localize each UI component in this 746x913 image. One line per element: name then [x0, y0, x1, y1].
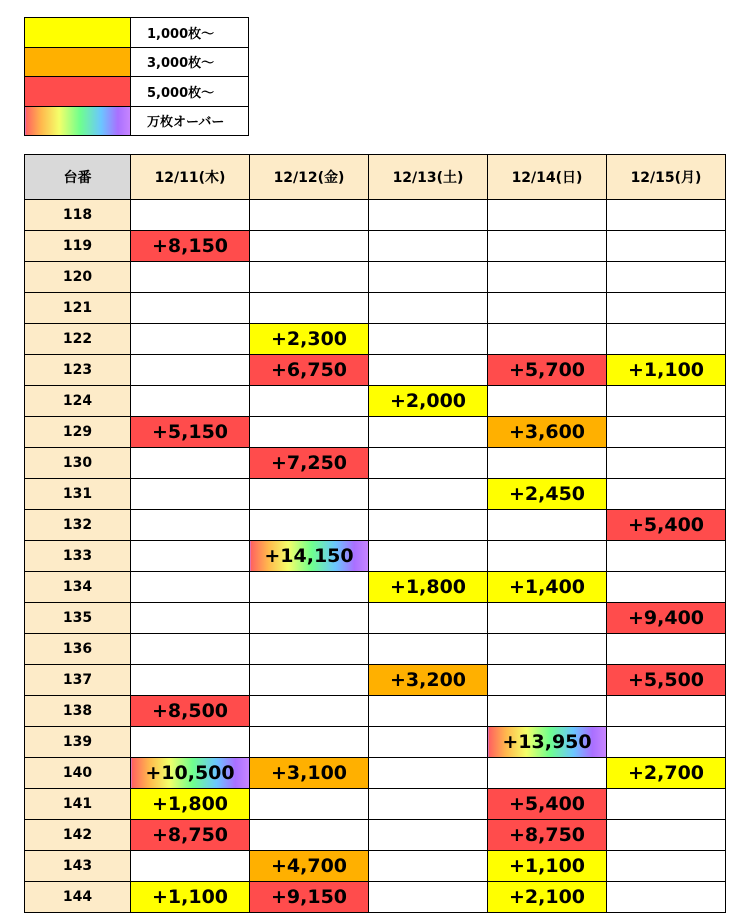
result-cell [250, 727, 369, 758]
result-cell [131, 262, 250, 293]
result-cell: +2,100 [488, 882, 607, 913]
legend-label: 5,000枚〜 [131, 77, 249, 107]
result-cell [369, 851, 488, 882]
result-cell: +2,000 [369, 386, 488, 417]
result-cell [369, 820, 488, 851]
legend-swatch-3000 [25, 47, 131, 77]
result-cell [131, 355, 250, 386]
result-cell [131, 386, 250, 417]
result-cell [131, 200, 250, 231]
result-cell [250, 510, 369, 541]
result-cell: +2,450 [488, 479, 607, 510]
machine-number-cell: 130 [25, 448, 131, 479]
result-cell: +8,500 [131, 696, 250, 727]
result-cell [607, 882, 726, 913]
result-cell [250, 789, 369, 820]
result-cell [250, 603, 369, 634]
result-cell: +1,100 [488, 851, 607, 882]
result-cell [131, 541, 250, 572]
result-cell [488, 386, 607, 417]
result-cell [369, 448, 488, 479]
machine-number-cell: 124 [25, 386, 131, 417]
result-cell: +10,500 [131, 758, 250, 789]
date-header: 12/13(土) [369, 155, 488, 200]
result-cell: +8,750 [131, 820, 250, 851]
result-cell [607, 479, 726, 510]
date-header: 12/14(日) [488, 155, 607, 200]
machine-number-cell: 136 [25, 634, 131, 665]
table-row [25, 231, 726, 262]
result-cell [131, 665, 250, 696]
table-row [25, 417, 726, 448]
table-row [25, 603, 726, 634]
result-cell [369, 696, 488, 727]
result-cell [369, 541, 488, 572]
machine-number-cell: 139 [25, 727, 131, 758]
result-cell: +6,750 [250, 355, 369, 386]
machine-number-cell: 132 [25, 510, 131, 541]
date-header: 12/12(金) [250, 155, 369, 200]
result-cell [607, 200, 726, 231]
result-cell [369, 758, 488, 789]
machine-number-cell: 141 [25, 789, 131, 820]
result-cell [607, 789, 726, 820]
result-cell [250, 820, 369, 851]
result-cell [369, 510, 488, 541]
table-row [25, 386, 726, 417]
result-cell [131, 572, 250, 603]
date-header: 12/11(木) [131, 155, 250, 200]
result-cell: +3,200 [369, 665, 488, 696]
result-cell [369, 882, 488, 913]
result-cell [488, 324, 607, 355]
machine-number-cell: 129 [25, 417, 131, 448]
result-cell: +5,150 [131, 417, 250, 448]
machine-number-cell: 123 [25, 355, 131, 386]
result-cell [369, 293, 488, 324]
table-row [25, 572, 726, 603]
result-cell: +5,700 [488, 355, 607, 386]
legend-row [25, 106, 249, 136]
result-cell: +9,150 [250, 882, 369, 913]
machine-number-cell: 118 [25, 200, 131, 231]
result-cell: +3,100 [250, 758, 369, 789]
result-cell: +9,400 [607, 603, 726, 634]
result-cell [607, 324, 726, 355]
result-cell [131, 727, 250, 758]
result-cell [369, 789, 488, 820]
result-cell [607, 696, 726, 727]
machine-number-cell: 138 [25, 696, 131, 727]
table-row [25, 510, 726, 541]
result-cell [488, 634, 607, 665]
result-cell: +1,800 [131, 789, 250, 820]
table-row [25, 293, 726, 324]
machine-number-cell: 121 [25, 293, 131, 324]
result-cell [488, 231, 607, 262]
result-cell [369, 200, 488, 231]
result-cell [131, 510, 250, 541]
table-row [25, 262, 726, 293]
result-cell: +2,300 [250, 324, 369, 355]
table-body [25, 200, 726, 913]
result-cell [250, 231, 369, 262]
result-cell: +4,700 [250, 851, 369, 882]
table-row [25, 882, 726, 913]
result-cell [250, 417, 369, 448]
result-cell [369, 634, 488, 665]
result-cell [250, 572, 369, 603]
result-cell [250, 262, 369, 293]
result-cell [369, 262, 488, 293]
result-cell [131, 851, 250, 882]
result-cell: +3,600 [488, 417, 607, 448]
result-cell [369, 603, 488, 634]
result-cell [250, 665, 369, 696]
legend-label: 1,000枚〜 [131, 18, 249, 48]
result-cell [250, 479, 369, 510]
result-cell [369, 727, 488, 758]
result-cell [250, 200, 369, 231]
result-cell [369, 324, 488, 355]
result-cell [250, 386, 369, 417]
result-cell: +1,800 [369, 572, 488, 603]
result-cell [131, 324, 250, 355]
machine-number-cell: 134 [25, 572, 131, 603]
results-table [24, 154, 726, 913]
result-cell [488, 293, 607, 324]
result-cell [488, 510, 607, 541]
result-cell: +5,400 [607, 510, 726, 541]
result-cell [607, 851, 726, 882]
result-cell [607, 572, 726, 603]
result-cell: +8,750 [488, 820, 607, 851]
table-row [25, 324, 726, 355]
legend-swatch-5000 [25, 77, 131, 107]
result-cell: +1,400 [488, 572, 607, 603]
machine-number-header: 台番 [25, 155, 131, 200]
result-cell [488, 758, 607, 789]
result-cell [607, 541, 726, 572]
legend-table [24, 17, 249, 136]
result-cell [488, 200, 607, 231]
machine-number-cell: 137 [25, 665, 131, 696]
result-cell [488, 603, 607, 634]
result-cell: +8,150 [131, 231, 250, 262]
result-cell [250, 634, 369, 665]
legend-row [25, 77, 249, 107]
legend-swatch-10000 [25, 106, 131, 136]
legend-row [25, 18, 249, 48]
legend-row [25, 47, 249, 77]
legend-swatch-1000 [25, 18, 131, 48]
result-cell [131, 448, 250, 479]
result-cell [369, 479, 488, 510]
machine-number-cell: 142 [25, 820, 131, 851]
result-cell [131, 634, 250, 665]
result-cell [369, 231, 488, 262]
machine-number-cell: 144 [25, 882, 131, 913]
table-row [25, 727, 726, 758]
table-row [25, 820, 726, 851]
result-cell [488, 665, 607, 696]
table-row [25, 355, 726, 386]
table-row [25, 696, 726, 727]
result-cell [369, 417, 488, 448]
result-cell: +13,950 [488, 727, 607, 758]
result-cell: +1,100 [607, 355, 726, 386]
result-cell [131, 479, 250, 510]
table-row [25, 479, 726, 510]
result-cell: +14,150 [250, 541, 369, 572]
machine-number-cell: 131 [25, 479, 131, 510]
table-row [25, 200, 726, 231]
result-cell: +5,400 [488, 789, 607, 820]
table-row [25, 758, 726, 789]
table-row [25, 665, 726, 696]
result-cell [607, 727, 726, 758]
result-cell [607, 417, 726, 448]
table-row [25, 541, 726, 572]
result-cell [488, 541, 607, 572]
result-cell [250, 696, 369, 727]
machine-number-cell: 122 [25, 324, 131, 355]
result-cell [607, 820, 726, 851]
result-cell [369, 355, 488, 386]
machine-number-cell: 140 [25, 758, 131, 789]
result-cell [131, 293, 250, 324]
legend-label: 万枚オーバー [131, 106, 249, 136]
legend-label: 3,000枚〜 [131, 47, 249, 77]
machine-number-cell: 133 [25, 541, 131, 572]
result-cell [607, 293, 726, 324]
result-cell: +2,700 [607, 758, 726, 789]
result-cell: +1,100 [131, 882, 250, 913]
result-cell: +7,250 [250, 448, 369, 479]
table-row [25, 789, 726, 820]
table-row [25, 851, 726, 882]
date-header: 12/15(月) [607, 155, 726, 200]
machine-number-cell: 143 [25, 851, 131, 882]
header-row [25, 155, 726, 200]
result-cell [488, 696, 607, 727]
machine-number-cell: 120 [25, 262, 131, 293]
result-cell: +5,500 [607, 665, 726, 696]
result-cell [131, 603, 250, 634]
result-cell [250, 293, 369, 324]
machine-number-cell: 135 [25, 603, 131, 634]
table-row [25, 448, 726, 479]
result-cell [607, 386, 726, 417]
result-cell [607, 448, 726, 479]
result-cell [488, 448, 607, 479]
result-cell [607, 634, 726, 665]
result-cell [607, 231, 726, 262]
table-row [25, 634, 726, 665]
machine-number-cell: 119 [25, 231, 131, 262]
result-cell [488, 262, 607, 293]
result-cell [607, 262, 726, 293]
